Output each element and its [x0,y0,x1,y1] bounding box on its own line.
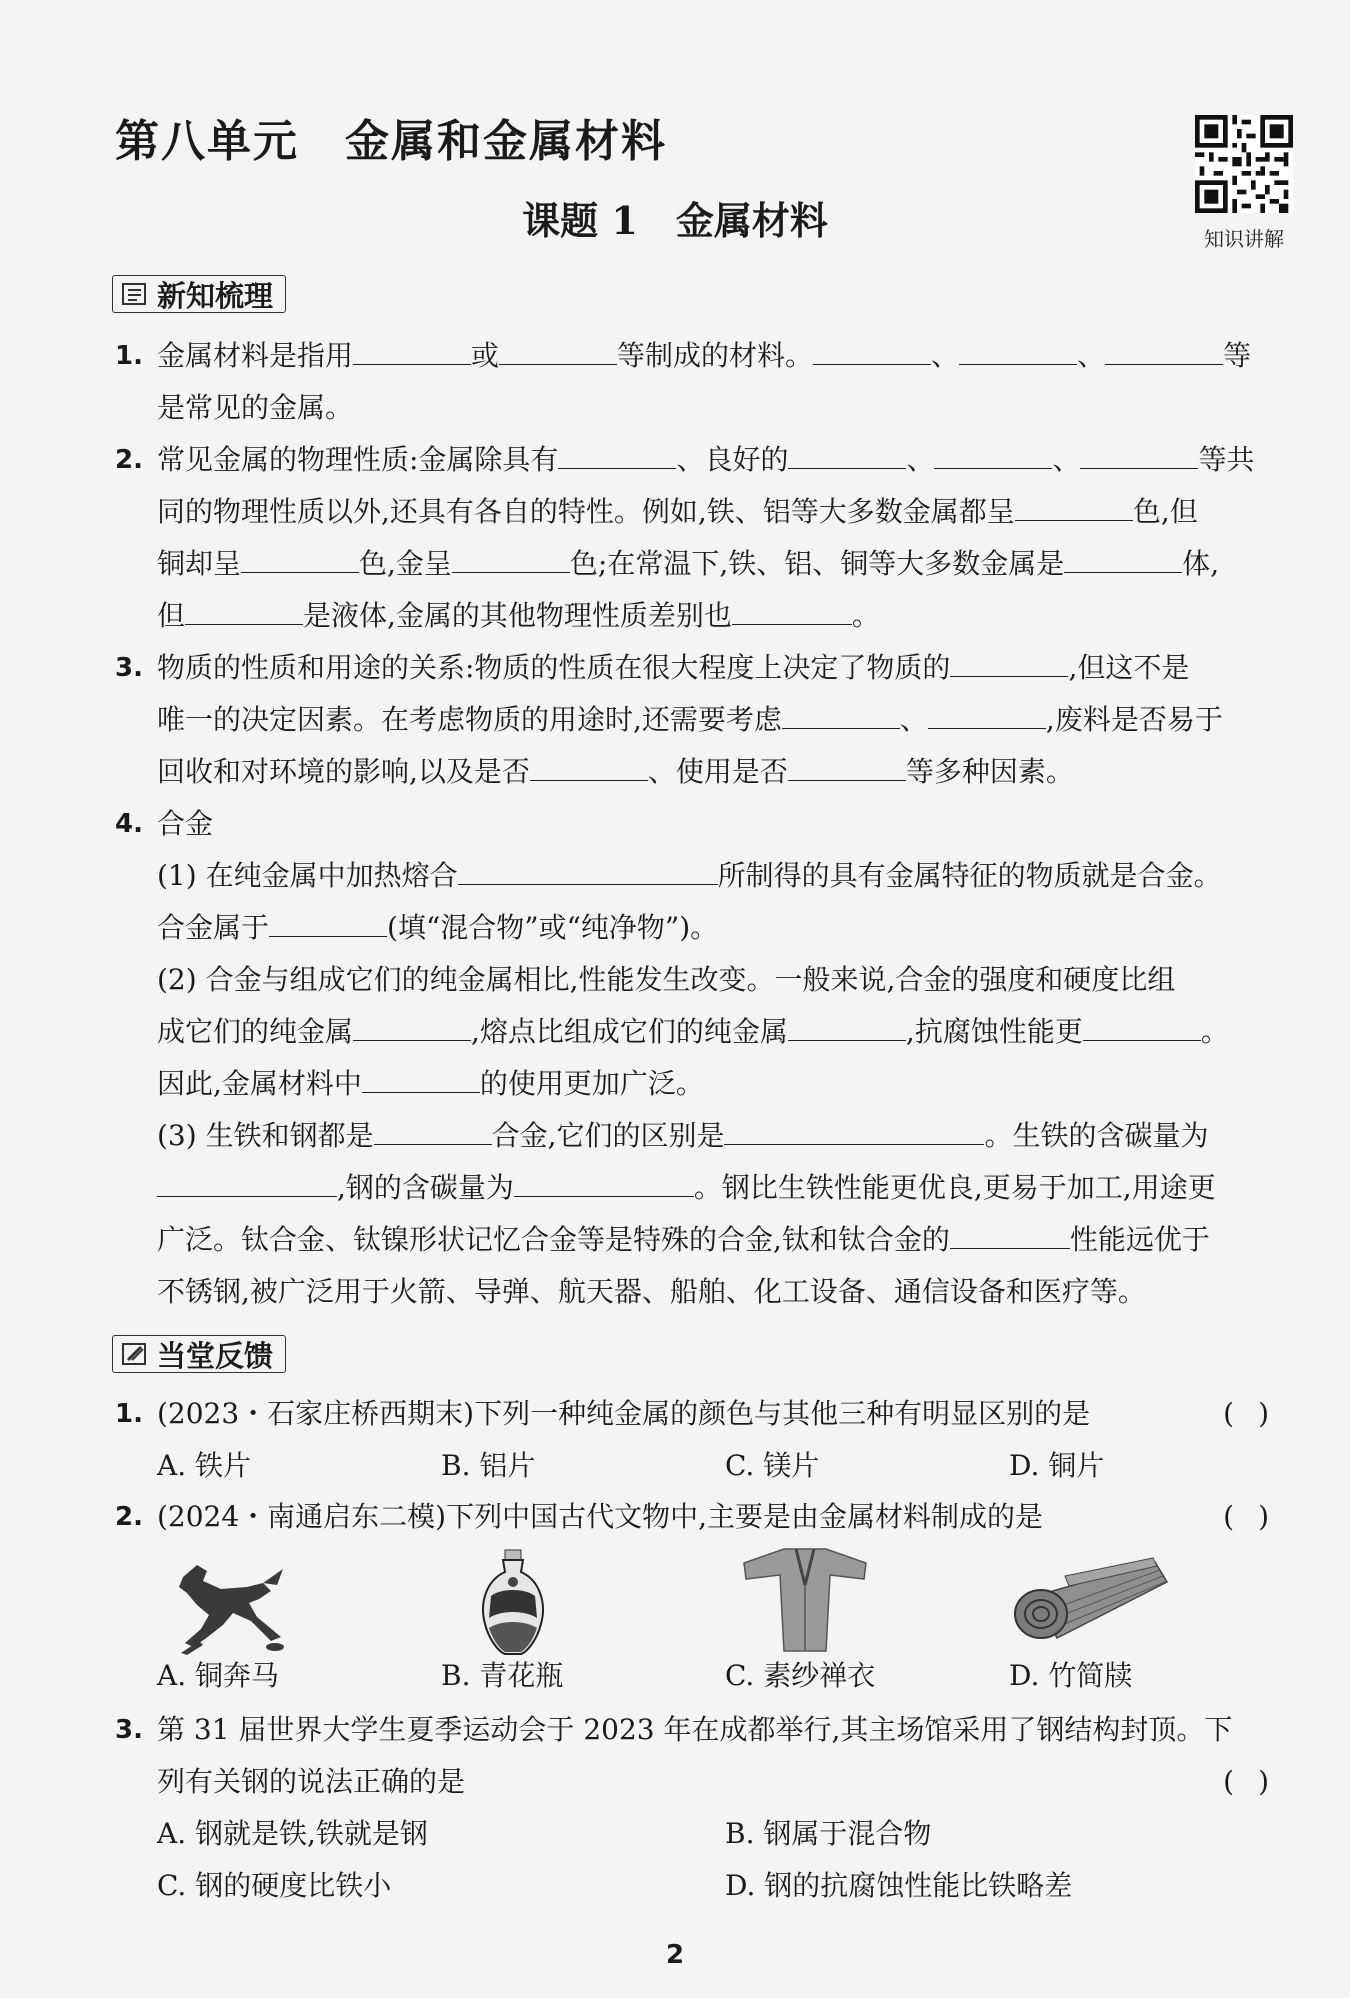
answer-blank[interactable] [1015,490,1133,521]
feedback-question-2-options [115,1650,1293,1702]
answer-blank[interactable] [185,594,303,625]
answer-blank[interactable] [813,334,931,365]
answer-blank[interactable] [241,542,359,573]
bronze-horse-image [163,1555,288,1660]
page-number: 2 [665,1940,685,1970]
question-stem: 第 31 届世界大学生夏季运动会于 2023 年在成都举行,其主场馆采用了钢结构封顶。下 [157,1713,1233,1746]
answer-bracket[interactable]: () [1223,1397,1293,1430]
answer-blank[interactable] [934,438,1052,469]
option-d[interactable]: D. 钢的抗腐蚀性能比铁略差 [725,1869,1073,1902]
answer-blank[interactable] [788,1010,906,1041]
answer-blank[interactable] [514,1166,694,1197]
option-b[interactable]: B. 青花瓶 [441,1659,564,1692]
qr-code-icon[interactable] [1195,115,1293,213]
question-stem: (2023・石家庄桥西期末)下列一种纯金属的颜色与其他三种有明显区别的是 [157,1397,1091,1430]
question-number: 1. [115,341,143,371]
answer-blank[interactable] [732,594,852,625]
answer-blank[interactable] [530,750,648,781]
answer-blank[interactable] [1083,1010,1201,1041]
question-stem: 列有关钢的说法正确的是 [157,1765,466,1798]
unit-title: 第八单元 金属和金属材料 [115,116,667,167]
answer-blank[interactable] [362,1062,480,1093]
option-b[interactable]: B. 铝片 [441,1449,536,1482]
answer-blank[interactable] [499,334,617,365]
answer-blank[interactable] [782,698,900,729]
answer-blank[interactable] [269,906,387,937]
feedback-question-2 [115,1491,1293,1543]
knowledge-question-4: 4. 合金 (1) 在纯金属中加热熔合 所制得的具有金属特征的物质就是合金。 合金属于 (填“混合物”或“纯净物”)。 (2) 合金与组成它们的纯金属相比,性能发生改变。一般来说,合金的强度和硬度比组 成它们的纯金属 ,熔点比组成它们的纯金属 ,抗腐蚀性能更 。 因此,金属材料中 的使用更加广泛。 (3) 生铁和钢都是 合金,它们的区别是 。生铁的含碳量为 ,钢的含碳量为 。钢比生铁性能更优良,更易于加工,用途更 广泛。钛合金、钛镍形状记忆合金等是特殊的合金,钛和钛合金的 性能远优于 不锈钢,被广泛用于火箭、导弹、航天器、船舶、化工设备、通信设备和医疗等。 [115,798,1293,1318]
answer-blank[interactable] [1064,542,1182,573]
silk-robe-image [740,1545,870,1655]
answer-blank[interactable] [1080,438,1198,469]
knowledge-question-1: 1. 金属材料是指用 或 等制成的材料。 、 、 等 是常见的金属。 [115,330,1293,434]
answer-blank[interactable] [1105,334,1223,365]
option-a[interactable]: A. 钢就是铁,铁就是钢 [157,1817,428,1850]
question-number: 3. [115,653,143,683]
question-stem: (2024・南通启东二模)下列中国古代文物中,主要是由金属材料制成的是 [157,1500,1044,1533]
bamboo-slips-image [1005,1552,1170,1652]
answer-blank[interactable] [950,646,1068,677]
option-d[interactable]: D. 铜片 [1009,1449,1105,1482]
book-icon [121,281,149,307]
option-a[interactable]: A. 铁片 [157,1449,252,1482]
knowledge-question-2: 2. 常见金属的物理性质:金属除具有 、良好的 、 、 等共 同的物理性质以外,还具有各自的特性。例如,铁、铝等大多数金属都呈 色,但 铜却呈 色,金呈 色;在常温下,铁、铝、铜等大多数金属是 体, 但 是液体,金属的其他物理性质差别也 。 [115,434,1293,642]
pencil-icon [121,1341,149,1367]
answer-blank[interactable] [157,1166,337,1197]
lesson-title: 课题 1 金属材料 [522,198,828,243]
answer-blank[interactable] [558,438,676,469]
answer-blank[interactable] [788,438,906,469]
answer-blank[interactable] [353,1010,471,1041]
answer-blank[interactable] [452,542,570,573]
answer-blank[interactable] [458,854,718,885]
answer-blank[interactable] [788,750,906,781]
section-label: 当堂反馈 [157,1338,274,1373]
question-number: 2. [115,1502,143,1532]
answer-blank[interactable] [959,334,1077,365]
question-number: 4. [115,809,143,839]
option-d[interactable]: D. 竹简牍 [1009,1659,1133,1692]
section-header-feedback [112,1335,286,1373]
section-label: 新知梳理 [157,278,274,313]
option-c[interactable]: C. 钢的硬度比铁小 [157,1869,392,1902]
answer-bracket[interactable]: () [1223,1765,1293,1798]
option-b[interactable]: B. 钢属于混合物 [725,1817,932,1850]
answer-blank[interactable] [353,334,471,365]
porcelain-vase-image [477,1548,549,1662]
option-c[interactable]: C. 素纱禅衣 [725,1659,876,1692]
option-c[interactable]: C. 镁片 [725,1449,820,1482]
question-number: 3. [115,1715,143,1745]
option-a[interactable]: A. 铜奔马 [157,1659,280,1692]
answer-blank[interactable] [928,698,1046,729]
answer-blank[interactable] [950,1218,1070,1249]
feedback-question-1 [115,1388,1293,1492]
knowledge-question-3: 3. 物质的性质和用途的关系:物质的性质在很大程度上决定了物质的 ,但这不是 唯一的决定因素。在考虑物质的用途时,还需要考虑 、 ,废料是否易于 回收和对环境的影响,以及是否 、使用是否 等多种因素。 [115,642,1293,798]
answer-bracket[interactable]: () [1223,1500,1293,1533]
answer-blank[interactable] [374,1114,492,1145]
feedback-question-3 [115,1704,1293,1912]
section-header-new-knowledge [112,275,286,313]
question-number: 2. [115,445,143,475]
qr-caption: 知识讲解 [1204,227,1284,251]
question-number: 1. [115,1399,143,1429]
answer-blank[interactable] [724,1114,984,1145]
